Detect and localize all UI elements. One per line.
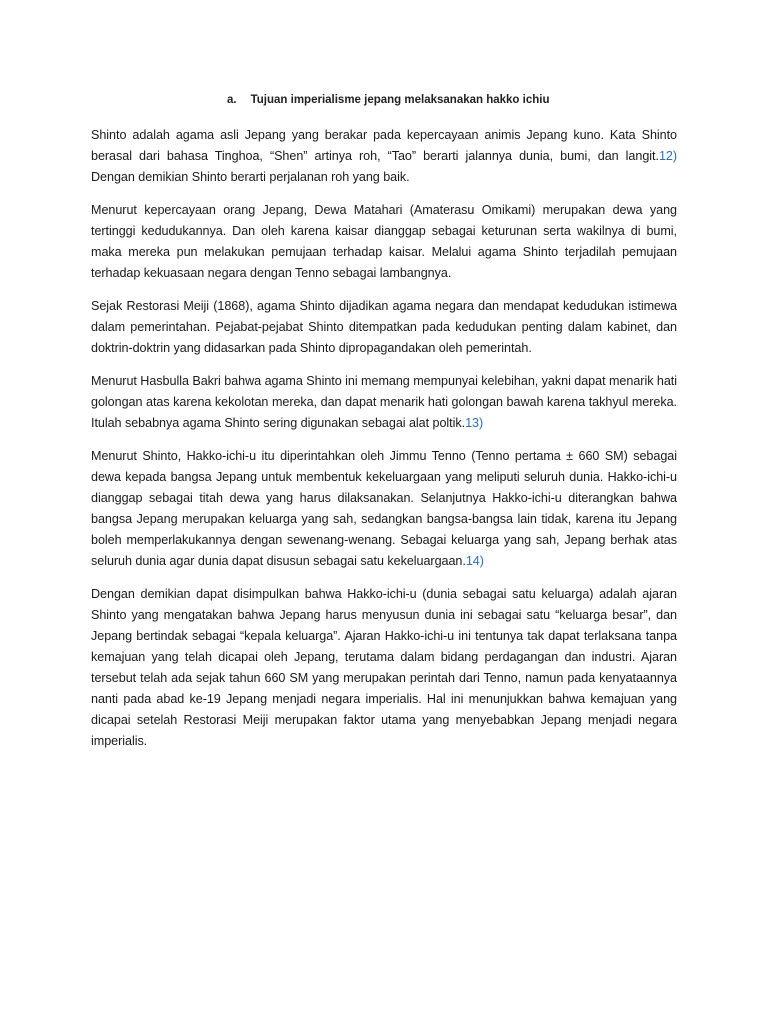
paragraph-text: Shinto adalah agama asli Jepang yang berakar pada kepercayaan animis Jepang kuno. Kata Shinto berasal dari bahasa Tinghoa, “Shen” artinya roh, “Tao” berarti jalannya dunia, bumi, dan langit.: [91, 128, 677, 163]
footnote-reference[interactable]: 12): [658, 149, 677, 163]
section-heading: [227, 94, 550, 106]
paragraph-sun-goddess: [91, 200, 677, 284]
paragraph-conclusion: [91, 584, 677, 752]
paragraph-shinto-definition: [91, 125, 677, 188]
paragraph-text: Menurut kepercayaan orang Jepang, Dewa Matahari (Amaterasu Omikami) merupakan dewa yang tertinggi kedudukannya. Dan oleh karena kaisar dianggap sebagai keturunan serta wakilnya di bumi, maka mereka pun melakukan pemujaan terhadap kaisar. Melalui agama Shinto terjadilah pemujaan terhadap kekuasaan negara dengan Tenno sebagai lambangnya.: [91, 203, 677, 280]
section-marker: a.: [227, 94, 237, 106]
paragraph-text-continued: Dengan demikian Shinto berarti perjalanan roh yang baik.: [91, 170, 410, 184]
footnote-reference[interactable]: 14): [465, 554, 484, 568]
paragraph-hakko-ichi-u: [91, 446, 677, 572]
paragraph-text: Menurut Hasbulla Bakri bahwa agama Shinto ini memang mempunyai kelebihan, yakni dapat menarik hati golongan atas karena kekolotan mereka, dan dapat menarik hati golongan bawah karena takhyul mereka. Itulah sebabnya agama Shinto sering digunakan sebagai alat poltik.: [91, 374, 677, 430]
paragraph-meiji-restoration: [91, 296, 677, 359]
paragraph-text: Sejak Restorasi Meiji (1868), agama Shinto dijadikan agama negara dan mendapat kedudukan istimewa dalam pemerintahan. Pejabat-pejabat Shinto ditempatkan pada kedudukan penting dalam kabinet, dan doktrin-doktrin yang didasarkan pada Shinto dipropagandakan oleh pemerintah.: [91, 299, 677, 355]
paragraph-hasbulla-bakri: [91, 371, 677, 434]
footnote-reference[interactable]: 13): [465, 416, 484, 430]
document-body: [91, 125, 677, 764]
paragraph-text: Dengan demikian dapat disimpulkan bahwa Hakko-ichi-u (dunia sebagai satu keluarga) adalah ajaran Shinto yang mengatakan bahwa Jepang harus menyusun dunia ini sebagai satu “keluarga besar”, dan Jepang bertindak sebagai “kepala keluarga”. Ajaran Hakko-ichi-u ini tentunya tak dapat terlaksana tanpa kemajuan yang telah dicapai oleh Jepang, terutama dalam bidang perdagangan dan industri. Ajaran tersebut telah ada sejak tahun 660 SM yang merupakan perintah dari Tenno, namun pada kenyataannya nanti pada abad ke-19 Jepang menjadi negara imperialis. Hal ini menunjukkan bahwa kemajuan yang dicapai setelah Restorasi Meiji merupakan faktor utama yang menyebabkan Jepang menjadi negara imperialis.: [91, 587, 677, 748]
section-title: Tujuan imperialisme jepang melaksanakan hakko ichiu: [250, 94, 550, 106]
paragraph-text: Menurut Shinto, Hakko-ichi-u itu diperintahkan oleh Jimmu Tenno (Tenno pertama ± 660 SM) sebagai dewa kepada bangsa Jepang untuk membentuk kekeluargaan yang meliputi seluruh dunia. Hakko-ichi-u dianggap sebagai titah dewa yang harus dilaksanakan. Selanjutnya Hakko-ichi-u diterangkan bahwa bangsa Jepang merupakan keluarga yang sah, sedangkan bangsa-bangsa lain tidak, karena itu Jepang boleh memperlakukannya dengan sewenang-wenang. Sebagai keluarga yang sah, Jepang berhak atas seluruh dunia agar dunia dapat disusun sebagai satu kekeluargaan.: [91, 449, 677, 568]
